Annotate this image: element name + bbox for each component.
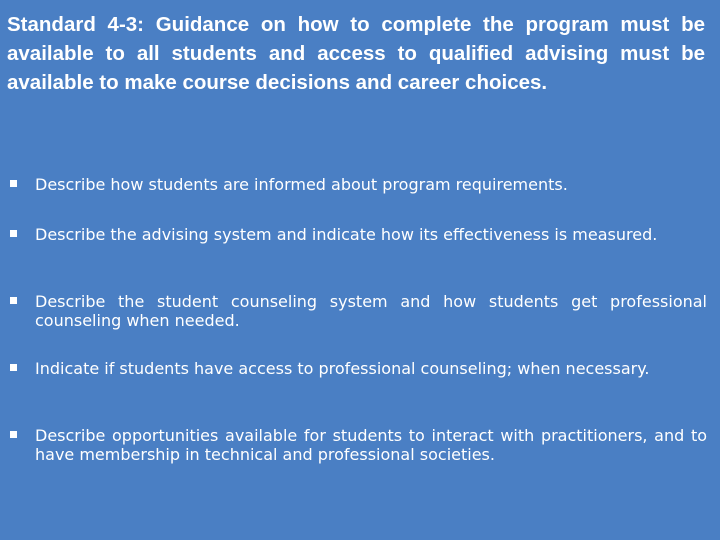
- bullet-text: Describe the advising system and indicate how its effectiveness is measured.: [35, 225, 658, 244]
- slide-title: Standard 4-3: Guidance on how to complete the program must be available to all students and access to qualified advising must be available to make course decisions and career choices.: [7, 13, 705, 94]
- bullet-item: [10, 359, 707, 378]
- bullet-text: Describe opportunities available for students to interact with practitioners, and to have membership in technical and professional societies.: [35, 426, 707, 464]
- square-bullet-icon: [10, 230, 17, 237]
- bullet-text: Describe how students are informed about program requirements.: [35, 175, 568, 194]
- square-bullet-icon: [10, 364, 17, 371]
- square-bullet-icon: [10, 431, 17, 438]
- bullet-item: [10, 292, 707, 330]
- bullet-text: Indicate if students have access to professional counseling; when necessary.: [35, 359, 650, 378]
- bullet-item: [10, 426, 707, 464]
- square-bullet-icon: [10, 297, 17, 304]
- bullet-text: Describe the student counseling system and how students get professional counseling when needed.: [35, 292, 707, 330]
- square-bullet-icon: [10, 180, 17, 187]
- bullet-item: [10, 225, 707, 244]
- bullet-item: [10, 175, 707, 194]
